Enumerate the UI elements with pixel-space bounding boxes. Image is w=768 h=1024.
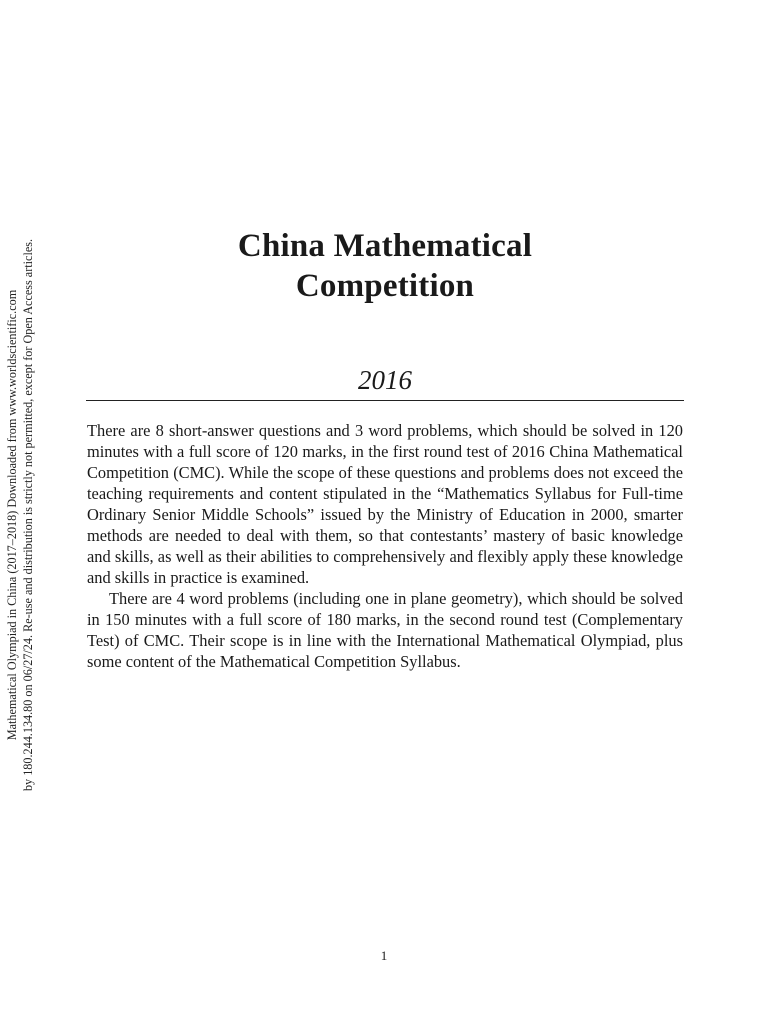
chapter-title-line-2: Competition — [295, 268, 475, 304]
chapter-title-line-1: China Mathematical — [237, 228, 533, 264]
page-number: 1 — [380, 948, 388, 963]
download-notice-line-1: Mathematical Olympiad in China (2017–2018) Downloaded from www.worldscientific.com — [5, 289, 19, 741]
download-notice — [4, 220, 40, 810]
chapter-title — [86, 226, 684, 306]
download-notice-line-2: by 180.244.134.80 on 06/27/24. Re-use and distribution is strictly not permitted, except for Open Access articles. — [21, 238, 35, 792]
title-rule — [86, 400, 684, 401]
paragraph-second-round: There are 4 word problems (including one in plane geometry), which should be solved in 150 minutes with a full score of 180 marks, in the second round test (Complementary Test) of CMC. Their scope is in line with the International Mathematical Olympiad, plus some content of the Mathematical Competition Syllabus. — [87, 589, 683, 671]
paragraph-first-round: There are 8 short-answer questions and 3 word problems, which should be solved in 120 minutes with a full score of 120 marks, in the first round test of 2016 China Mathematical Competition (CMC). While the scope of these questions and problems does not exceed the teaching requirements and content stipulated in the “Mathematics Syllabus for Full-time Ordinary Senior Middle Schools” issued by the Ministry of Education in 2000, smarter methods are needed to deal with them, so that contestants’ mastery of basic knowledge and skills, as well as their abilities to comprehensively and flexibly apply these knowledge and skills in practice is examined. — [87, 421, 683, 587]
chapter-year: 2016 — [358, 365, 412, 395]
download-notice-text — [4, 220, 40, 810]
chapter-body — [87, 420, 683, 672]
